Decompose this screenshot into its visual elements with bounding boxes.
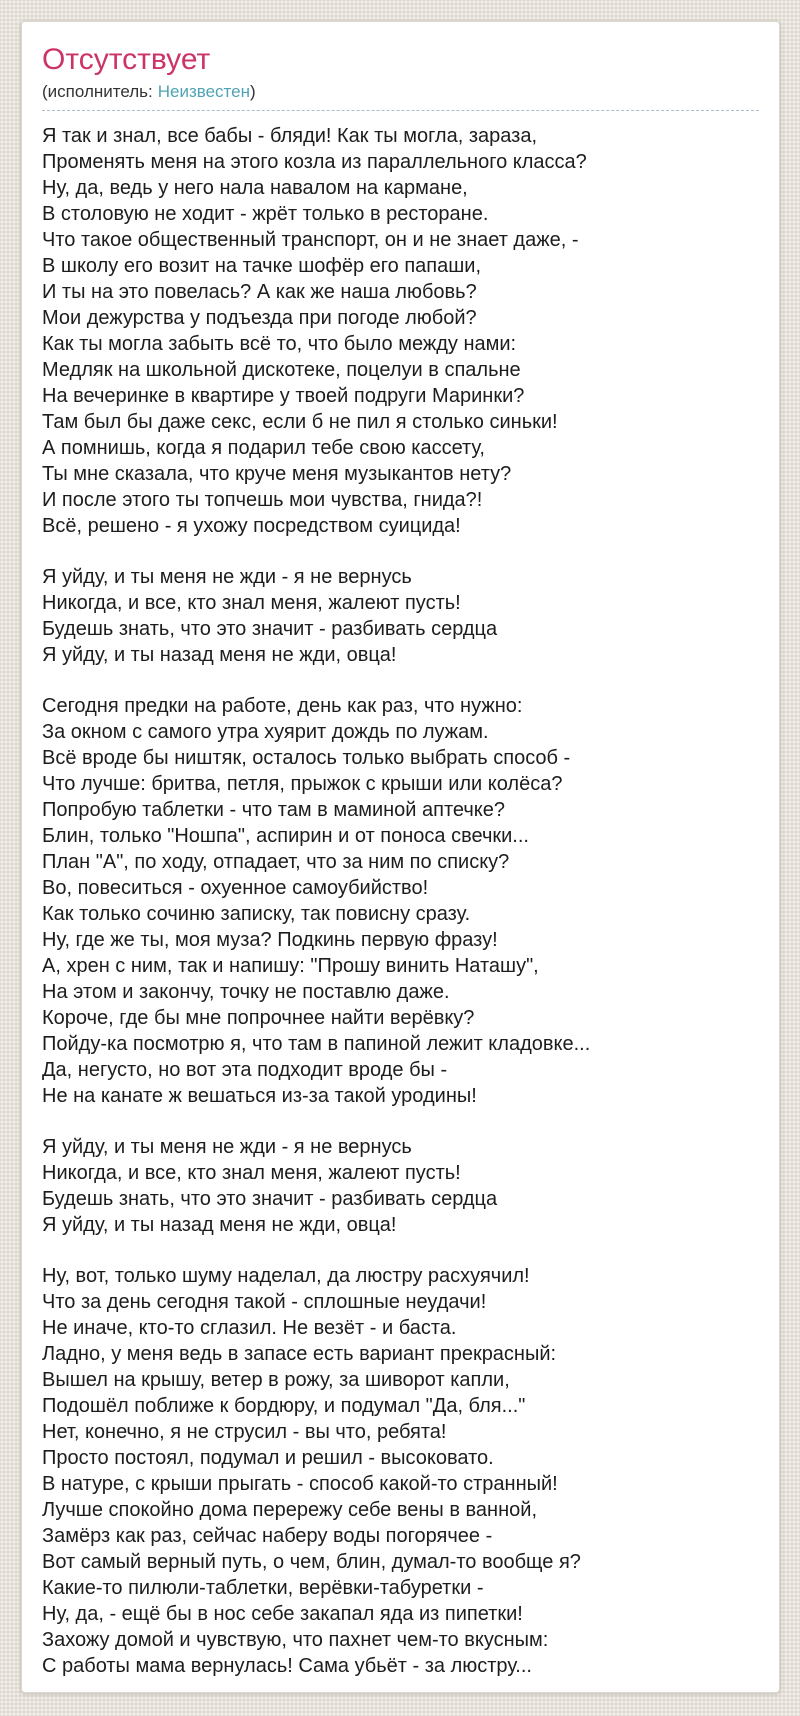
lyric-line: Пойду-ка посмотрю я, что там в папиной лежит кладовке... — [42, 1033, 591, 1055]
lyric-line: Ладно, у меня ведь в запасе есть вариант прекрасный: — [42, 1343, 557, 1365]
lyric-line: Будешь знать, что это значит - разбивать сердца — [42, 618, 498, 640]
stanza — [42, 693, 759, 1109]
lyric-line: Вышел на крышу, ветер в рожу, за шиворот капли, — [42, 1369, 510, 1391]
lyric-line: Ну, вот, только шуму наделал, да люстру расхуячил! — [42, 1265, 530, 1287]
lyric-line: Какие-то пилюли-таблетки, верёвки-табуретки - — [42, 1577, 484, 1599]
lyric-line: Никогда, и все, кто знал меня, жалеют пусть! — [42, 592, 461, 614]
lyric-line: Да, негусто, но вот эта подходит вроде бы - — [42, 1059, 448, 1081]
lyric-line: На этом и закончу, точку не поставлю даже. — [42, 981, 450, 1003]
lyric-line: Сегодня предки на работе, день как раз, что нужно: — [42, 695, 523, 717]
lyric-line: В школу его возит на тачке шофёр его папаши, — [42, 255, 482, 277]
lyric-line: А помнишь, когда я подарил тебе свою кассету, — [42, 437, 485, 459]
lyric-line: Что лучше: бритва, петля, прыжок с крыши или колёса? — [42, 773, 563, 795]
lyric-line: Нет, конечно, я не струсил - вы что, ребята! — [42, 1421, 447, 1443]
lyric-line: Что за день сегодня такой - сплошные неудачи! — [42, 1291, 487, 1313]
artist-label: (исполнитель: — [42, 82, 153, 101]
lyric-line: За окном с самого утра хуярит дождь по лужам. — [42, 721, 489, 743]
stanza — [42, 1263, 759, 1679]
lyric-line: Всё вроде бы ништяк, осталось только выбрать способ - — [42, 747, 571, 769]
lyric-line: Ну, да, - ещё бы в нос себе закапал яда из пипетки! — [42, 1603, 523, 1625]
lyric-line: На вечеринке в квартире у твоей подруги Маринки? — [42, 385, 525, 407]
lyric-line: Просто постоял, подумал и решил - высоковато. — [42, 1447, 494, 1469]
lyric-line: Блин, только "Ношпа", аспирин и от поноса свечки... — [42, 825, 529, 847]
lyric-line: Ну, да, ведь у него нала навалом на кармане, — [42, 177, 468, 199]
lyric-line: В натуре, с крыши прыгать - способ какой-то странный! — [42, 1473, 558, 1495]
lyric-line: Ну, где же ты, моя муза? Подкинь первую фразу! — [42, 929, 498, 951]
lyric-line: Я уйду, и ты меня не жди - я не вернусь — [42, 566, 412, 588]
lyric-line: Как только сочиню записку, так повисну сразу. — [42, 903, 471, 925]
lyric-line: И ты на это повелась? А как же наша любовь? — [42, 281, 477, 303]
lyric-line: Я уйду, и ты меня не жди - я не вернусь — [42, 1136, 412, 1158]
lyric-line: Захожу домой и чувствую, что пахнет чем-то вкусным: — [42, 1629, 549, 1651]
lyric-line: Я уйду, и ты назад меня не жди, овца! — [42, 1214, 397, 1236]
lyric-line: Во, повеситься - охуенное самоубийство! — [42, 877, 429, 899]
stanza — [42, 1134, 759, 1238]
lyric-line: Вот самый верный путь, о чем, блин, думал-то вообще я? — [42, 1551, 581, 1573]
lyric-line: Ты мне сказала, что круче меня музыкантов нету? — [42, 463, 512, 485]
lyric-line: В столовую не ходит - жрёт только в ресторане. — [42, 203, 489, 225]
lyric-line: План "А", по ходу, отпадает, что за ним по списку? — [42, 851, 510, 873]
lyric-line: Я уйду, и ты назад меня не жди, овца! — [42, 644, 397, 666]
lyric-line: Там был бы даже секс, если б не пил я столько синьки! — [42, 411, 558, 433]
lyric-line: Не иначе, кто-то сглазил. Не везёт - и баста. — [42, 1317, 457, 1339]
lyric-line: Замёрз как раз, сейчас наберу воды погорячее - — [42, 1525, 493, 1547]
lyrics-text — [42, 123, 759, 1679]
lyric-line: Короче, где бы мне попрочнее найти верёвку? — [42, 1007, 475, 1029]
lyric-line: Мои дежурства у подъезда при погоде любой? — [42, 307, 477, 329]
stanza — [42, 123, 759, 539]
lyrics-card — [21, 21, 780, 1693]
lyric-line: Всё, решено - я ухожу посредством суицида! — [42, 515, 461, 537]
lyric-line: А, хрен с ним, так и напишу: "Прошу винить Наташу", — [42, 955, 539, 977]
lyric-line: Променять меня на этого козла из параллельного класса? — [42, 151, 587, 173]
artist-line — [42, 82, 759, 102]
lyric-line: Я так и знал, все бабы - бляди! Как ты могла, зараза, — [42, 125, 537, 147]
lyric-line: Медляк на школьной дискотеке, поцелуи в спальне — [42, 359, 521, 381]
lyric-line: Будешь знать, что это значит - разбивать сердца — [42, 1188, 498, 1210]
lyric-line: Никогда, и все, кто знал меня, жалеют пусть! — [42, 1162, 461, 1184]
artist-link[interactable]: Неизвестен — [157, 82, 250, 101]
dashed-separator — [42, 110, 759, 111]
stanza — [42, 564, 759, 668]
lyric-line: Что такое общественный транспорт, он и не знает даже, - — [42, 229, 579, 251]
lyric-line: И после этого ты топчешь мои чувства, гнида?! — [42, 489, 483, 511]
lyric-line: Как ты могла забыть всё то, что было между нами: — [42, 333, 517, 355]
lyric-line: Не на канате ж вешаться из-за такой уродины! — [42, 1085, 477, 1107]
lyric-line: Попробую таблетки - что там в маминой аптечке? — [42, 799, 506, 821]
song-title: Отсутствует — [42, 43, 211, 76]
lyric-line: Подошёл поближе к бордюру, и подумал "Да, бля..." — [42, 1395, 526, 1417]
lyric-line: Лучше спокойно дома перережу себе вены в ванной, — [42, 1499, 537, 1521]
lyric-line: С работы мама вернулась! Сама убьёт - за люстру... — [42, 1655, 532, 1677]
artist-close-paren: ) — [250, 82, 256, 101]
